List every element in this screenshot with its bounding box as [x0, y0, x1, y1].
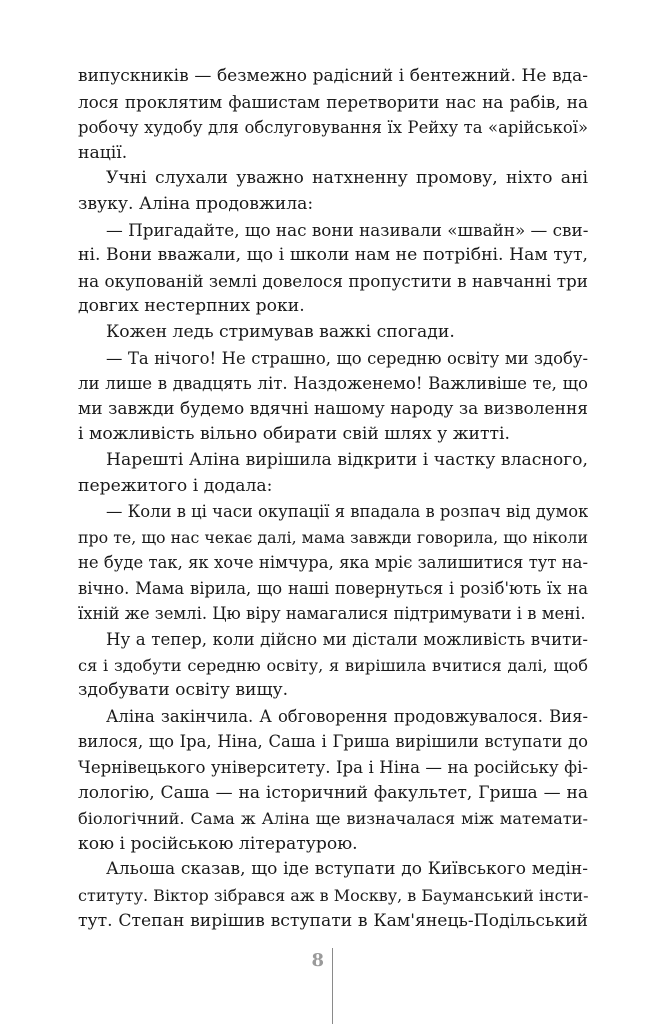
text-line: Чернівецького університету. Іра і Ніна — на російську фі- [78, 758, 588, 778]
text-line: — Пригадайте, що нас вони називали «швайн» — сви- [106, 219, 588, 240]
text-line: біологічний. Сама ж Аліна ще визначалася між математи- [78, 809, 588, 829]
text-line: — Та нічого! Не страшно, що середню освіту ми здобу- [106, 348, 588, 368]
text-line: ституту. Віктор зібрався аж в Москву, в Бауманський інсти- [78, 886, 588, 905]
text-line: ся і здобути середню освіту, я вирішила вчитися далі, щоб [78, 655, 588, 675]
text-line: лологію, Саша — на історичний факультет, Гриша — на [78, 782, 588, 803]
paragraph [78, 857, 588, 934]
paragraph [78, 218, 588, 320]
text-line: і можливість вільно обирати свій шлях у житті. [78, 424, 510, 445]
text-line: довгих нестерпних роки. [78, 296, 305, 317]
text-line: Нарешті Аліна вирішила відкрити і частку власного, [106, 449, 588, 470]
text-line: не буде так, як хоче німчура, яка мріє залишитися тут на- [78, 553, 588, 573]
text-line: нації. [78, 142, 128, 163]
text-line: про те, що нас чекає далі, мама завжди говорила, що ніколи [78, 527, 588, 547]
text-line: ні. Вони вважали, що і школи нам не потрібні. Нам тут, [78, 245, 588, 266]
text-line: ми завжди будемо вдячні нашому народу за визволення [78, 398, 588, 419]
paragraph [78, 627, 588, 704]
page-number: 8 [311, 950, 324, 971]
text-line: Аліна закінчила. А обговорення продовжувалося. Вия- [106, 706, 588, 726]
text-line: ли лише в двадцять літ. Наздоженемо! Важливіше те, що [78, 374, 588, 394]
text-line: вічно. Мама вірила, що наші повернуться і розіб'ють їх на [78, 578, 588, 598]
text-line: на окупованій землі довелося пропустити в навчанні три [78, 270, 588, 291]
text-line: лося проклятим фашистам перетворити нас на рабів, на [78, 91, 588, 112]
text-line: Учні слухали уважно натхненну промову, ніхто ані [106, 168, 588, 189]
text-line: Кожен ледь стримував важкі спогади. [106, 321, 455, 342]
text-line: пережитого і додала: [78, 475, 273, 496]
text-line: Ну а тепер, коли дійсно ми дістали можливість вчити- [106, 630, 588, 650]
text-line: кою і російською літературою. [78, 833, 358, 854]
page-footer [0, 948, 665, 1024]
text-line: тут. Степан вирішив вступати в Кам'янець-Подільський [78, 910, 588, 931]
text-line: вилося, що Іра, Ніна, Саша і Гриша вирішили вступати до [78, 732, 588, 752]
paragraph [78, 499, 588, 627]
text-line: — Коли в ці часи окупації я впадала в розпач від думок [106, 502, 588, 522]
text-line: робочу худобу для обслуговування їх Рейху та «арійської» [78, 118, 588, 138]
paragraph [78, 448, 588, 499]
text-line: Альоша сказав, що іде вступати до Київського медін- [106, 859, 588, 880]
paragraph [78, 346, 588, 448]
page-body [78, 64, 588, 934]
page-number-rule [332, 948, 333, 1024]
text-line: їхній же землі. Цю віру намагалися підтримувати і в мені. [78, 604, 586, 624]
text-line: звуку. Аліна продовжила: [78, 193, 314, 214]
paragraph [78, 704, 588, 858]
paragraph [78, 320, 588, 346]
text-line: здобувати освіту вищу. [78, 680, 289, 701]
text-line: випускників — безмежно радісний і бентежний. Не вда- [78, 66, 588, 86]
paragraph [78, 64, 588, 166]
paragraph [78, 166, 588, 217]
